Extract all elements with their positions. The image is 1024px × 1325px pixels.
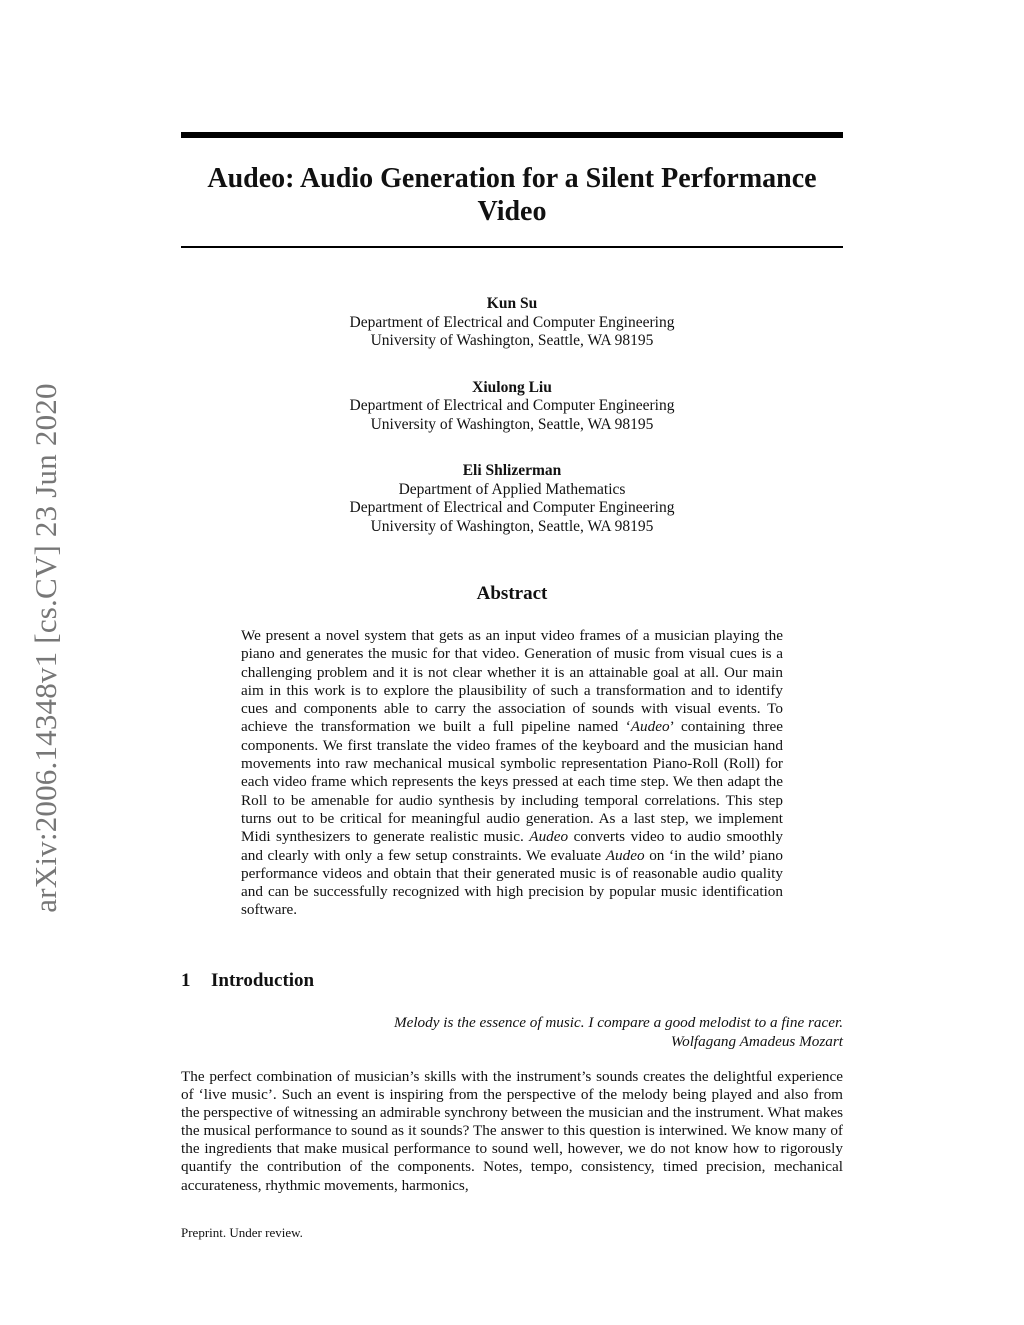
title-bottom-rule	[181, 246, 843, 248]
author-entry	[181, 295, 843, 351]
epigraph-attribution: Wolfagang Amadeus Mozart	[670, 1032, 843, 1050]
author-entry	[181, 462, 843, 536]
author-affiliation: Department of Electrical and Computer Engineering	[349, 313, 675, 331]
author-name: Kun Su	[486, 295, 538, 312]
abstract-text-segment: We present a novel system that gets as an input video frames of a musician playing the piano and generates the music for that video. Generation of music from visual cues is a challenging problem and it is not clear whether it is an attainable goal at all. Our main aim in this work is to explore the plausibility of such a transformation and to identify cues and components able to carry the association of sounds with visual events. To achieve the transformation we built a full pipeline named ‘	[241, 627, 783, 736]
arxiv-identifier-text: arXiv:2006.14348v1 [cs.CV] 23 Jun 2020	[28, 383, 63, 913]
introduction-paragraph: The perfect combination of musician’s skills with the instrument’s sounds creates the delightful experience of ‘live music’. Such an event is inspiring from the perspective of the melody being played and also from the perspective of witnessing an admirable synchrony between the musician and the instrument. What makes the musical performance to sound as it sounds? The answer to this question is interwined. We know many of the ingredients that make musical performance to sound well, however, we do not know how to rigorously quantify the contribution of the components. Notes, tempo, consistency, timed precision, mechanical accurateness, rhythmic movements, harmonics,	[181, 1068, 843, 1194]
author-block	[181, 295, 843, 564]
author-name: Eli Shlizerman	[462, 462, 562, 479]
section-heading-introduction	[181, 970, 314, 992]
abstract-text	[241, 627, 783, 920]
author-affiliation: University of Washington, Seattle, WA 98195	[370, 517, 654, 535]
author-name: Xiulong Liu	[472, 378, 552, 396]
author-affiliation: Department of Electrical and Computer Engineering	[349, 397, 675, 414]
section-title: Introduction	[211, 970, 315, 991]
epigraph-quote: Melody is the essence of music. I compare a good melodist to a fine racer.	[393, 1014, 843, 1031]
abstract-text-segment: converts video to audio smoothly and clearly with only a few setup constraints. We evaluate	[241, 828, 784, 864]
preprint-footer: Preprint. Under review.	[181, 1225, 303, 1240]
abstract-text-segment: on ‘in the wild’ piano performance videos and obtain that their generated music is of reasonable audio quality and can be successfully recognized with high precision by popular music identification software.	[241, 846, 783, 919]
system-name-emphasis: Audeo	[529, 828, 569, 846]
abstract-text-segment: ’ containing three components. We first translate the video frames of the keyboard and the musician hand movements into raw mechanical musical symbolic representation Piano-Roll (Roll) for each video frame which represents the keys pressed at each time step. We then adapt the Roll to be amenable for audio synthesis by including temporal correlations. This step turns out to be critical for meaningful audio generation. As a last step, we implement Midi synthesizers to generate realistic music.	[241, 718, 783, 846]
abstract-heading: Abstract	[476, 583, 548, 604]
author-affiliation: Department of Applied Mathematics	[398, 480, 626, 498]
paper-title: Audeo: Audio Generation for a Silent Performance Video	[207, 163, 817, 227]
section-number: 1	[181, 970, 191, 991]
title-top-rule	[181, 132, 843, 138]
author-affiliation: Department of Electrical and Computer Engineering	[349, 499, 675, 516]
system-name-emphasis: Audeo	[605, 846, 645, 864]
author-affiliation: University of Washington, Seattle, WA 98195	[370, 415, 654, 433]
author-entry	[181, 379, 843, 435]
author-affiliation: University of Washington, Seattle, WA 98195	[370, 332, 654, 349]
system-name-emphasis: Audeo	[630, 718, 670, 736]
epigraph	[181, 1014, 843, 1051]
